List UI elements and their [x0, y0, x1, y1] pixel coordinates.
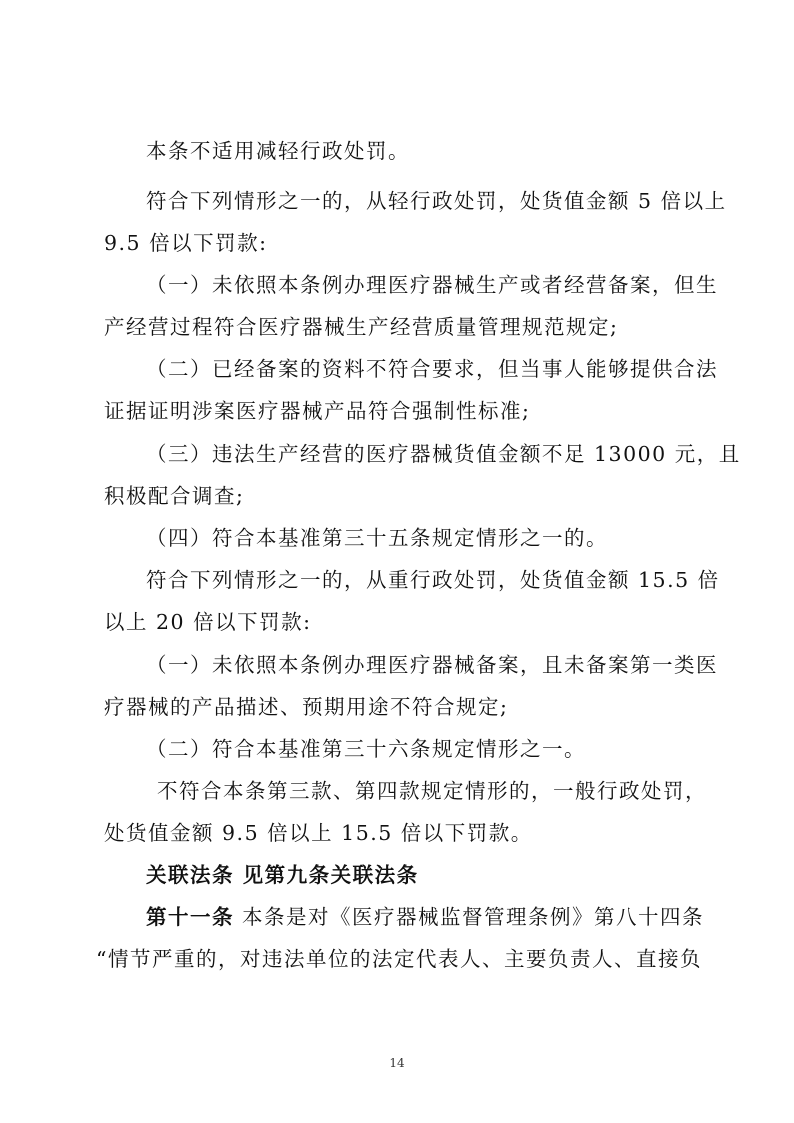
paragraph-line: 处货值金额 9.5 倍以上 15.5 倍以下罚款。: [104, 821, 533, 845]
paragraph-line: （三）违法生产经营的医疗器械货值金额不足 13000 元，且: [146, 442, 741, 466]
paragraph-line: 以上 20 倍以下罚款:: [104, 610, 312, 634]
paragraph-line: （一）未依照本条例办理医疗器械备案，且未备案第一类医: [146, 653, 718, 677]
article-line: “情节严重的，对违法单位的法定代表人、主要负责人、直接负: [96, 947, 702, 971]
paragraph-line: 本条不适用减轻行政处罚。: [146, 139, 410, 163]
article-line: [146, 903, 734, 931]
paragraph-line: 符合下列情形之一的，从重行政处罚，处货值金额 15.5 倍: [146, 568, 720, 592]
paragraph-line: 符合下列情形之一的，从轻行政处罚，处货值金额 5 倍以上: [146, 189, 727, 213]
paragraph-line: 产经营过程符合医疗器械生产经营质量管理规范规定;: [104, 315, 619, 339]
article-label: 第十一条: [146, 905, 234, 929]
paragraph-line: （一）未依照本条例办理医疗器械生产或者经营备案，但生: [146, 273, 718, 297]
paragraph-line: （二）已经备案的资料不符合要求，但当事人能够提供合法: [146, 357, 718, 381]
article-text: 本条是对《医疗器械监督管理条例》第八十四条: [242, 905, 705, 929]
paragraph-line: 证据证明涉案医疗器械产品符合强制性标准;: [104, 399, 531, 423]
page-number: 14: [389, 1056, 405, 1070]
paragraph-line: 疗器械的产品描述、预期用途不符合规定;: [104, 695, 509, 719]
related-articles-heading: 关联法条 见第九条关联法条: [146, 863, 419, 887]
paragraph-line: （四）符合本基准第三十五条规定情形之一的。: [146, 526, 608, 550]
paragraph-line: 9.5 倍以下罚款:: [104, 231, 268, 255]
paragraph-line: （二）符合本基准第三十六条规定情形之一。: [146, 737, 586, 761]
paragraph-line: 不符合本条第三款、第四款规定情形的，一般行政处罚，: [157, 779, 707, 803]
paragraph-line: 积极配合调查;: [104, 484, 245, 508]
